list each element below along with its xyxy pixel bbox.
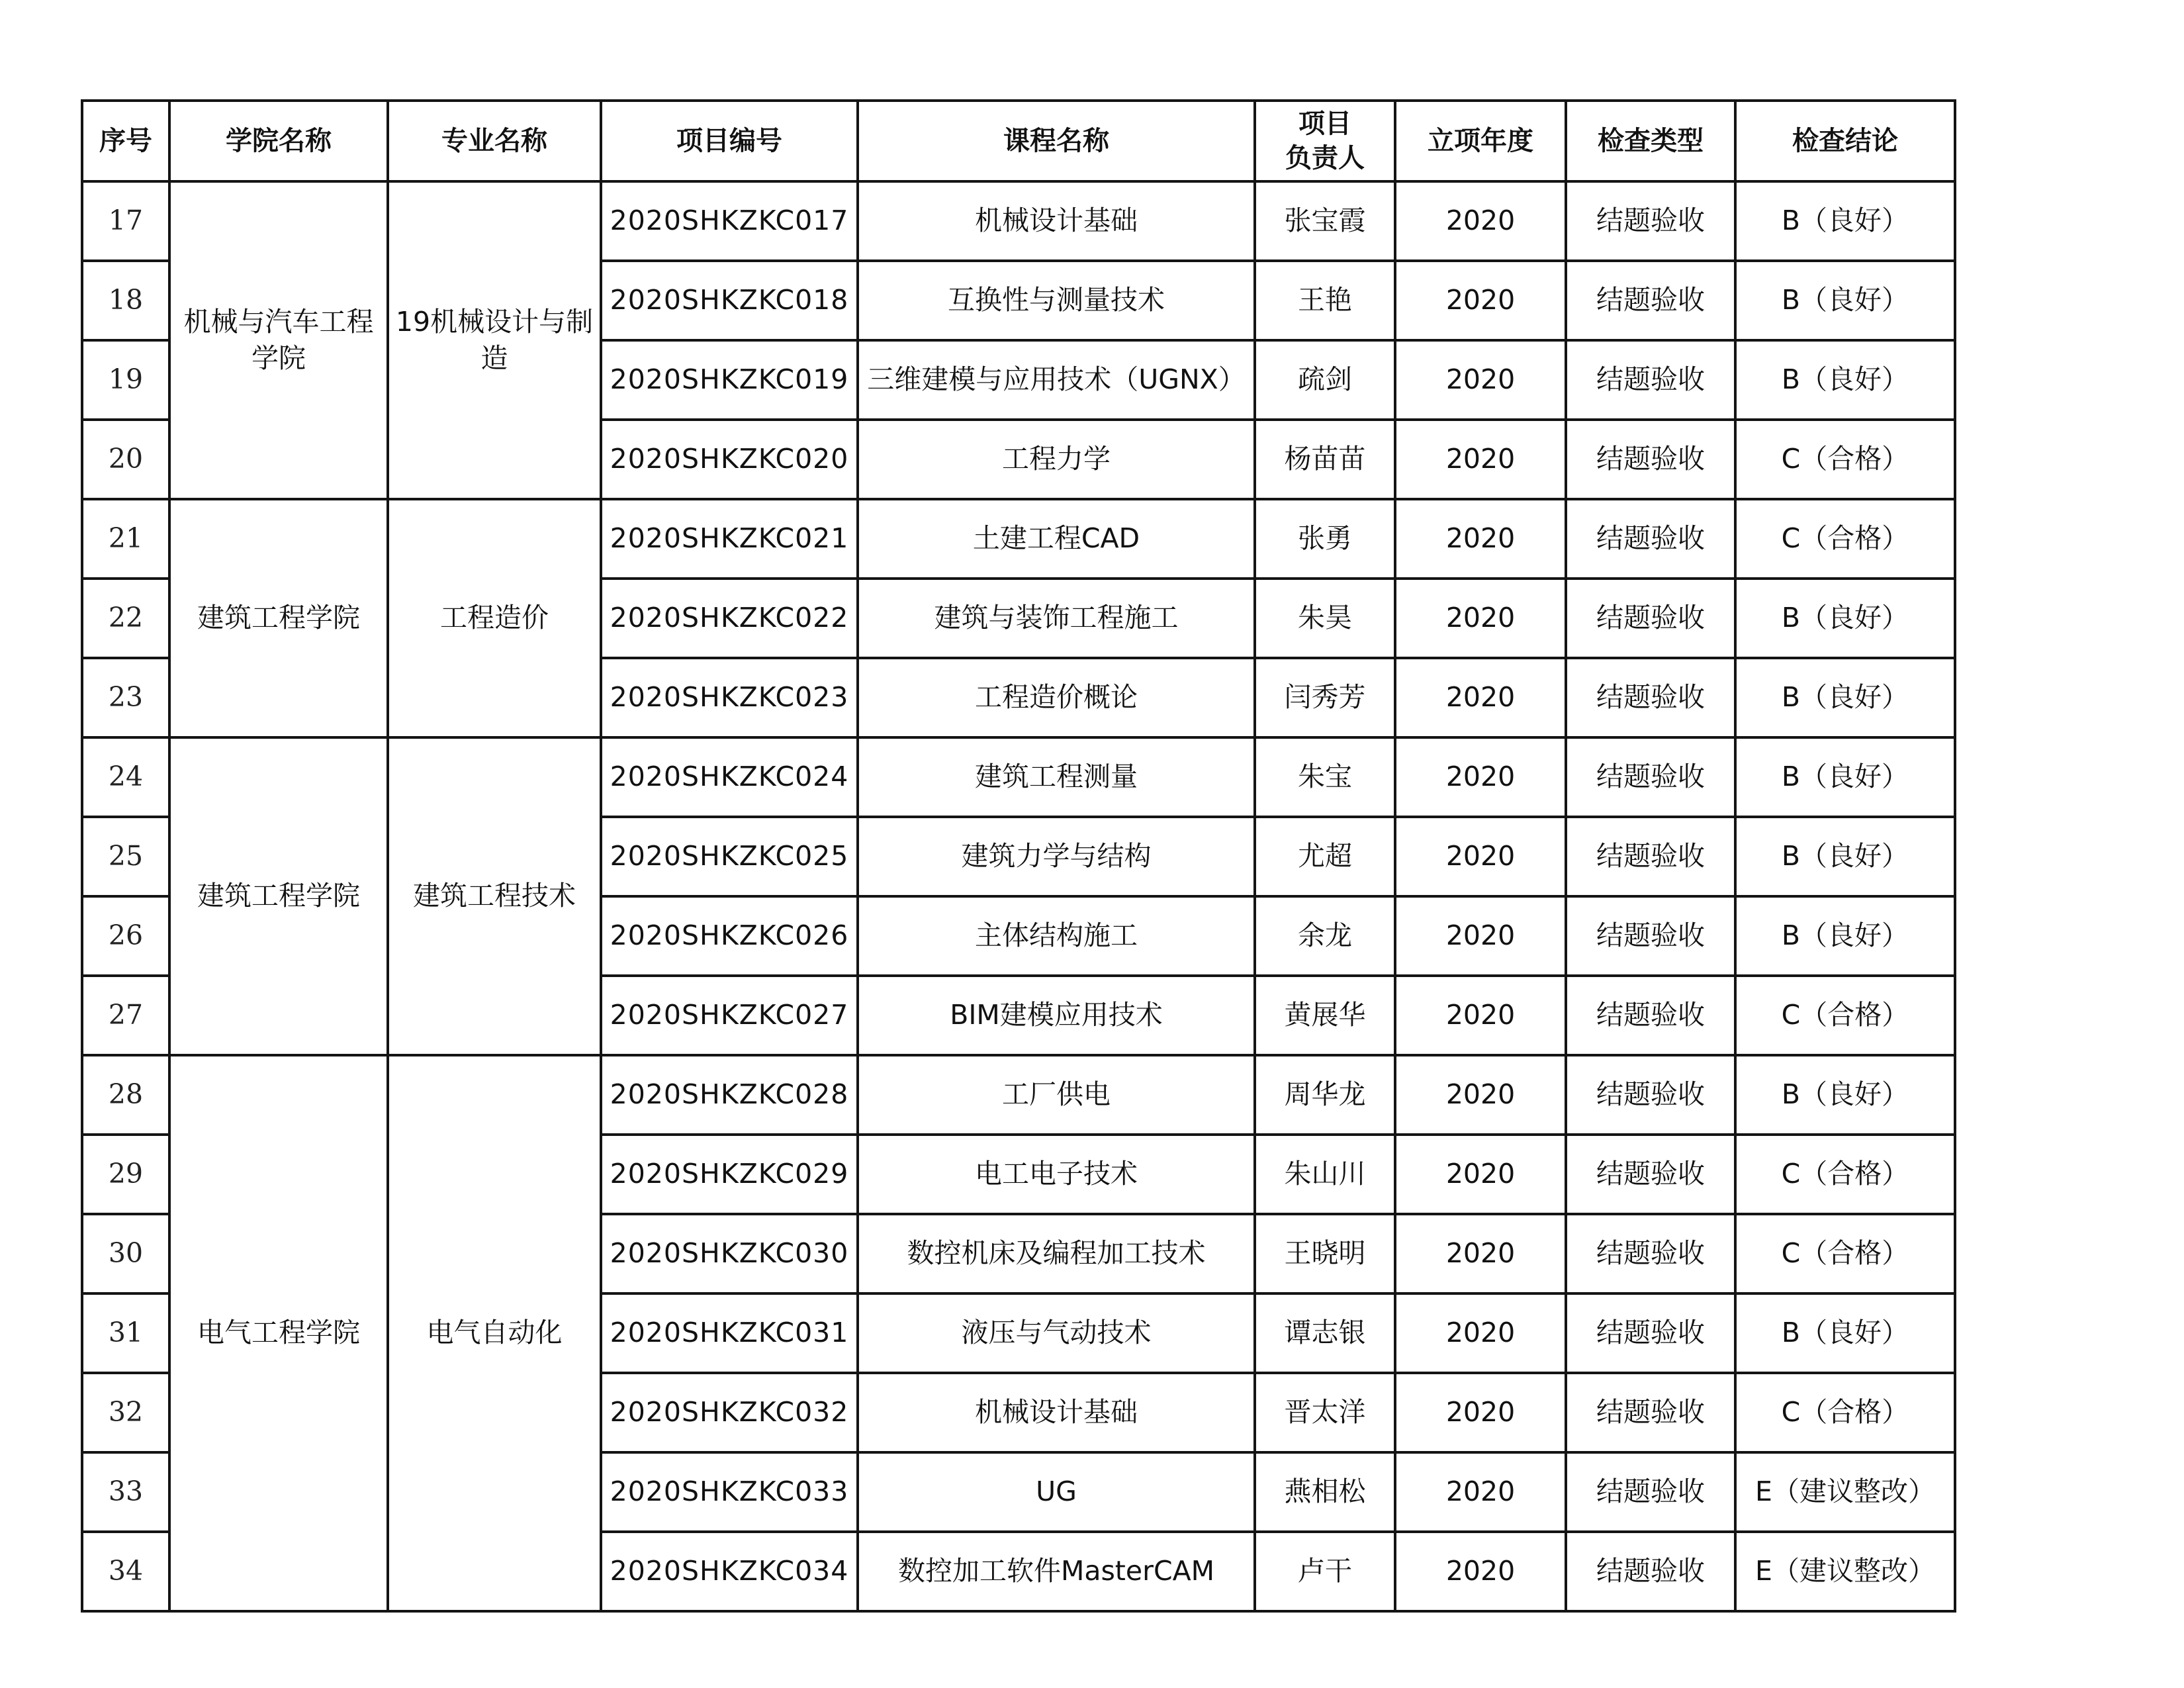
cell-college: 建筑工程学院 [169, 499, 388, 737]
cell-conclusion: B（良好） [1735, 261, 1955, 340]
cell-check-type: 结题验收 [1566, 579, 1735, 658]
cell-year: 2020 [1395, 1532, 1566, 1611]
cell-conclusion: C（合格） [1735, 499, 1955, 579]
cell-course: BIM建模应用技术 [858, 976, 1255, 1055]
cell-year: 2020 [1395, 658, 1566, 737]
cell-course: 建筑力学与结构 [858, 817, 1255, 896]
cell-seq: 29 [82, 1135, 169, 1214]
cell-leader: 谭志银 [1255, 1293, 1395, 1373]
cell-project-code: 2020SHKZKC025 [601, 817, 858, 896]
cell-project-code: 2020SHKZKC026 [601, 896, 858, 976]
cell-conclusion: B（良好） [1735, 737, 1955, 817]
cell-conclusion: E（建议整改） [1735, 1452, 1955, 1532]
cell-seq: 30 [82, 1214, 169, 1293]
cell-seq: 23 [82, 658, 169, 737]
cell-check-type: 结题验收 [1566, 1532, 1735, 1611]
cell-major: 工程造价 [388, 499, 601, 737]
table-row [82, 1055, 1955, 1135]
cell-seq: 34 [82, 1532, 169, 1611]
cell-seq: 25 [82, 817, 169, 896]
cell-conclusion: E（建议整改） [1735, 1532, 1955, 1611]
cell-seq: 27 [82, 976, 169, 1055]
cell-leader: 卢干 [1255, 1532, 1395, 1611]
cell-check-type: 结题验收 [1566, 1293, 1735, 1373]
cell-project-code: 2020SHKZKC032 [601, 1373, 858, 1452]
header-leader [1255, 101, 1395, 181]
cell-conclusion: C（合格） [1735, 420, 1955, 499]
cell-year: 2020 [1395, 1135, 1566, 1214]
cell-course: 数控机床及编程加工技术 [858, 1214, 1255, 1293]
header-major: 专业名称 [388, 101, 601, 181]
cell-leader: 朱山川 [1255, 1135, 1395, 1214]
cell-leader: 晋太洋 [1255, 1373, 1395, 1452]
cell-check-type: 结题验收 [1566, 1452, 1735, 1532]
cell-project-code: 2020SHKZKC017 [601, 181, 858, 261]
cell-course: 土建工程CAD [858, 499, 1255, 579]
cell-project-code: 2020SHKZKC029 [601, 1135, 858, 1214]
cell-conclusion: B（良好） [1735, 658, 1955, 737]
cell-course: 工程造价概论 [858, 658, 1255, 737]
header-check-type: 检查类型 [1566, 101, 1735, 181]
cell-year: 2020 [1395, 261, 1566, 340]
cell-check-type: 结题验收 [1566, 896, 1735, 976]
cell-course: 机械设计基础 [858, 181, 1255, 261]
cell-check-type: 结题验收 [1566, 181, 1735, 261]
cell-check-type: 结题验收 [1566, 420, 1735, 499]
cell-leader: 王晓明 [1255, 1214, 1395, 1293]
cell-check-type: 结题验收 [1566, 261, 1735, 340]
project-inspection-sheet [81, 99, 1954, 1613]
cell-conclusion: B（良好） [1735, 181, 1955, 261]
header-conclusion: 检查结论 [1735, 101, 1955, 181]
cell-course: 工程力学 [858, 420, 1255, 499]
cell-leader: 尤超 [1255, 817, 1395, 896]
cell-leader: 燕相松 [1255, 1452, 1395, 1532]
cell-year: 2020 [1395, 1452, 1566, 1532]
cell-conclusion: C（合格） [1735, 1135, 1955, 1214]
cell-seq: 28 [82, 1055, 169, 1135]
cell-year: 2020 [1395, 579, 1566, 658]
cell-year: 2020 [1395, 499, 1566, 579]
cell-project-code: 2020SHKZKC028 [601, 1055, 858, 1135]
cell-course: 主体结构施工 [858, 896, 1255, 976]
cell-seq: 21 [82, 499, 169, 579]
cell-leader: 朱宝 [1255, 737, 1395, 817]
cell-year: 2020 [1395, 1373, 1566, 1452]
cell-seq: 17 [82, 181, 169, 261]
cell-course: 数控加工软件MasterCAM [858, 1532, 1255, 1611]
cell-project-code: 2020SHKZKC024 [601, 737, 858, 817]
header-year: 立项年度 [1395, 101, 1566, 181]
table-row [82, 737, 1955, 817]
cell-course: 液压与气动技术 [858, 1293, 1255, 1373]
cell-project-code: 2020SHKZKC018 [601, 261, 858, 340]
cell-college: 电气工程学院 [169, 1055, 388, 1611]
cell-year: 2020 [1395, 817, 1566, 896]
cell-check-type: 结题验收 [1566, 1373, 1735, 1452]
cell-conclusion: C（合格） [1735, 1373, 1955, 1452]
cell-year: 2020 [1395, 1214, 1566, 1293]
header-leader-line2: 负责人 [1285, 143, 1365, 173]
cell-project-code: 2020SHKZKC027 [601, 976, 858, 1055]
cell-leader: 朱昊 [1255, 579, 1395, 658]
cell-seq: 31 [82, 1293, 169, 1373]
cell-course: 建筑与装饰工程施工 [858, 579, 1255, 658]
cell-check-type: 结题验收 [1566, 1135, 1735, 1214]
cell-seq: 19 [82, 340, 169, 420]
cell-course: 机械设计基础 [858, 1373, 1255, 1452]
cell-check-type: 结题验收 [1566, 976, 1735, 1055]
cell-check-type: 结题验收 [1566, 817, 1735, 896]
cell-seq: 22 [82, 579, 169, 658]
cell-check-type: 结题验收 [1566, 499, 1735, 579]
cell-college: 机械与汽车工程学院 [169, 181, 388, 499]
cell-leader: 王艳 [1255, 261, 1395, 340]
cell-leader: 闫秀芳 [1255, 658, 1395, 737]
cell-check-type: 结题验收 [1566, 1055, 1735, 1135]
cell-year: 2020 [1395, 737, 1566, 817]
cell-conclusion: B（良好） [1735, 1055, 1955, 1135]
cell-course: 建筑工程测量 [858, 737, 1255, 817]
cell-leader: 杨苗苗 [1255, 420, 1395, 499]
cell-leader: 周华龙 [1255, 1055, 1395, 1135]
cell-year: 2020 [1395, 420, 1566, 499]
cell-conclusion: B（良好） [1735, 1293, 1955, 1373]
header-course: 课程名称 [858, 101, 1255, 181]
cell-year: 2020 [1395, 340, 1566, 420]
cell-course: 三维建模与应用技术（UGNX） [858, 340, 1255, 420]
table-row [82, 499, 1955, 579]
table-header-row [82, 101, 1955, 181]
cell-project-code: 2020SHKZKC021 [601, 499, 858, 579]
cell-check-type: 结题验收 [1566, 658, 1735, 737]
cell-year: 2020 [1395, 896, 1566, 976]
cell-check-type: 结题验收 [1566, 737, 1735, 817]
cell-year: 2020 [1395, 976, 1566, 1055]
cell-year: 2020 [1395, 1293, 1566, 1373]
cell-seq: 32 [82, 1373, 169, 1452]
cell-course: UG [858, 1452, 1255, 1532]
cell-seq: 33 [82, 1452, 169, 1532]
cell-major: 建筑工程技术 [388, 737, 601, 1055]
project-table [81, 99, 1956, 1613]
cell-conclusion: C（合格） [1735, 976, 1955, 1055]
cell-major: 19机械设计与制造 [388, 181, 601, 499]
cell-project-code: 2020SHKZKC019 [601, 340, 858, 420]
table-row [82, 181, 1955, 261]
cell-course: 电工电子技术 [858, 1135, 1255, 1214]
cell-conclusion: B（良好） [1735, 340, 1955, 420]
cell-course: 互换性与测量技术 [858, 261, 1255, 340]
cell-seq: 24 [82, 737, 169, 817]
cell-college: 建筑工程学院 [169, 737, 388, 1055]
header-leader-line1: 项目 [1298, 109, 1351, 139]
cell-leader: 余龙 [1255, 896, 1395, 976]
cell-course: 工厂供电 [858, 1055, 1255, 1135]
cell-conclusion: C（合格） [1735, 1214, 1955, 1293]
cell-year: 2020 [1395, 181, 1566, 261]
cell-project-code: 2020SHKZKC030 [601, 1214, 858, 1293]
cell-check-type: 结题验收 [1566, 1214, 1735, 1293]
cell-project-code: 2020SHKZKC034 [601, 1532, 858, 1611]
cell-leader: 张勇 [1255, 499, 1395, 579]
cell-seq: 20 [82, 420, 169, 499]
cell-project-code: 2020SHKZKC020 [601, 420, 858, 499]
cell-conclusion: B（良好） [1735, 896, 1955, 976]
cell-project-code: 2020SHKZKC022 [601, 579, 858, 658]
cell-seq: 26 [82, 896, 169, 976]
cell-project-code: 2020SHKZKC023 [601, 658, 858, 737]
cell-leader: 疏剑 [1255, 340, 1395, 420]
cell-project-code: 2020SHKZKC033 [601, 1452, 858, 1532]
cell-major: 电气自动化 [388, 1055, 601, 1611]
cell-leader: 黄展华 [1255, 976, 1395, 1055]
cell-conclusion: B（良好） [1735, 817, 1955, 896]
cell-leader: 张宝霞 [1255, 181, 1395, 261]
cell-conclusion: B（良好） [1735, 579, 1955, 658]
header-seq: 序号 [82, 101, 169, 181]
cell-project-code: 2020SHKZKC031 [601, 1293, 858, 1373]
cell-check-type: 结题验收 [1566, 340, 1735, 420]
table-body [82, 181, 1955, 1611]
header-project-code: 项目编号 [601, 101, 858, 181]
header-college: 学院名称 [169, 101, 388, 181]
cell-year: 2020 [1395, 1055, 1566, 1135]
cell-seq: 18 [82, 261, 169, 340]
